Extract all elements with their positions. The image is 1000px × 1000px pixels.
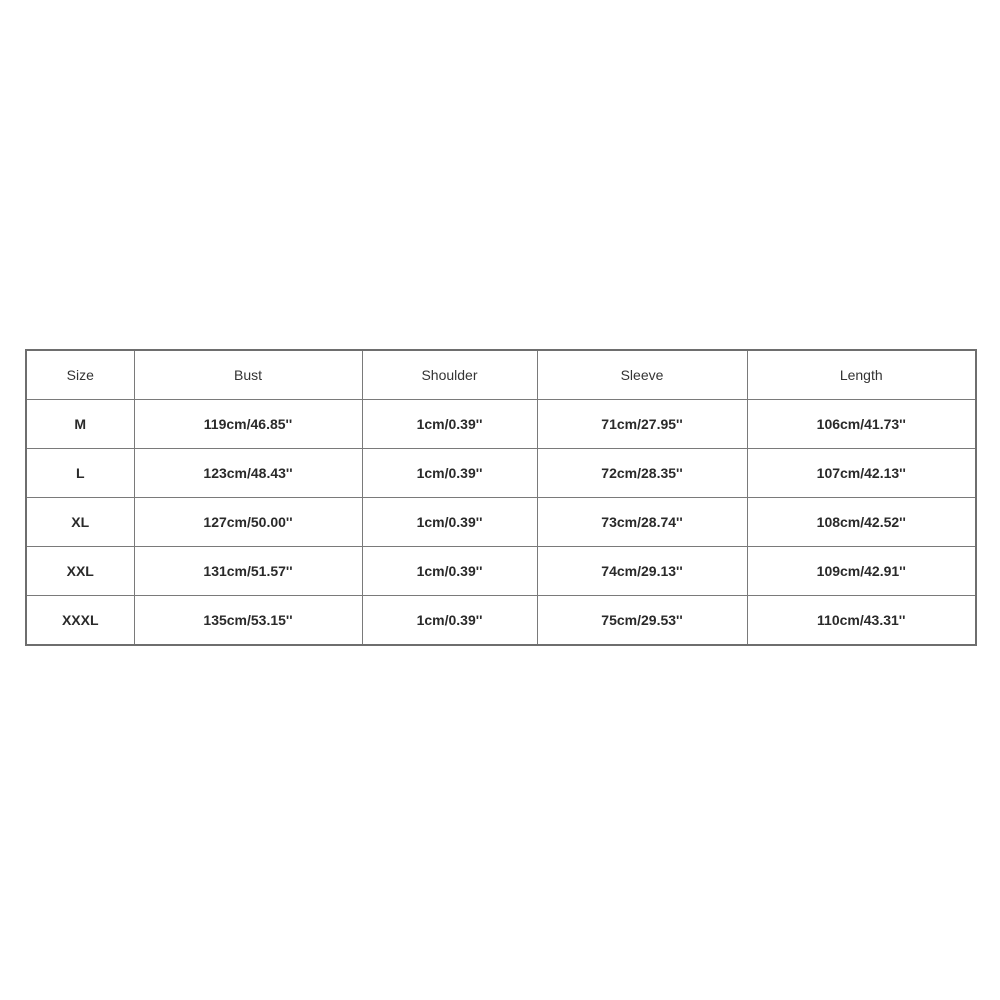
cell-size: XL: [26, 498, 134, 547]
cell-bust: 123cm/48.43'': [134, 449, 362, 498]
cell-length: 109cm/42.91'': [747, 547, 976, 596]
cell-shoulder: 1cm/0.39'': [362, 596, 537, 646]
header-bust: Bust: [134, 350, 362, 400]
cell-bust: 131cm/51.57'': [134, 547, 362, 596]
header-size: Size: [26, 350, 134, 400]
table-row: [26, 400, 976, 449]
cell-size: XXL: [26, 547, 134, 596]
table-row: [26, 498, 976, 547]
cell-size: M: [26, 400, 134, 449]
table-row: [26, 547, 976, 596]
cell-bust: 119cm/46.85'': [134, 400, 362, 449]
cell-length: 107cm/42.13'': [747, 449, 976, 498]
header-sleeve: Sleeve: [537, 350, 747, 400]
cell-size: XXXL: [26, 596, 134, 646]
size-chart-table: [25, 349, 977, 646]
cell-sleeve: 74cm/29.13'': [537, 547, 747, 596]
header-shoulder: Shoulder: [362, 350, 537, 400]
cell-sleeve: 75cm/29.53'': [537, 596, 747, 646]
table-row: [26, 449, 976, 498]
cell-shoulder: 1cm/0.39'': [362, 498, 537, 547]
cell-shoulder: 1cm/0.39'': [362, 400, 537, 449]
cell-sleeve: 73cm/28.74'': [537, 498, 747, 547]
cell-shoulder: 1cm/0.39'': [362, 547, 537, 596]
header-row: [26, 350, 976, 400]
cell-length: 106cm/41.73'': [747, 400, 976, 449]
cell-shoulder: 1cm/0.39'': [362, 449, 537, 498]
cell-sleeve: 71cm/27.95'': [537, 400, 747, 449]
table-row: [26, 596, 976, 646]
cell-size: L: [26, 449, 134, 498]
cell-bust: 127cm/50.00'': [134, 498, 362, 547]
cell-length: 108cm/42.52'': [747, 498, 976, 547]
cell-bust: 135cm/53.15'': [134, 596, 362, 646]
cell-length: 110cm/43.31'': [747, 596, 976, 646]
cell-sleeve: 72cm/28.35'': [537, 449, 747, 498]
header-length: Length: [747, 350, 976, 400]
